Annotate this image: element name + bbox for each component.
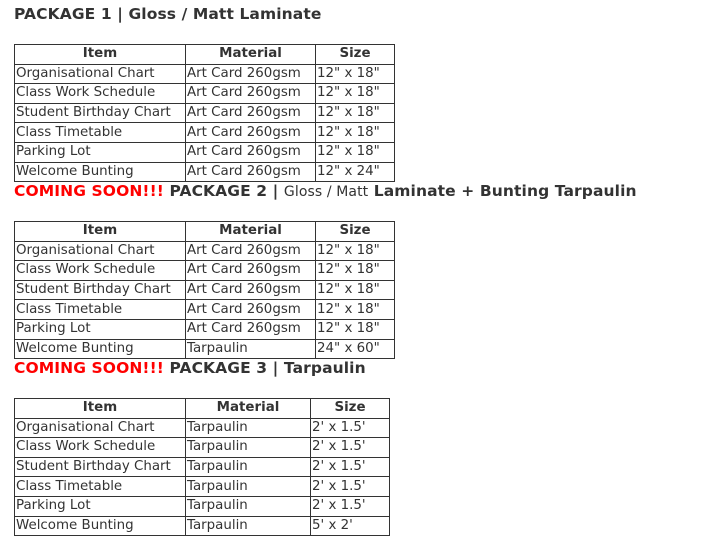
- package-3-table: [14, 398, 390, 536]
- size-cell: 2' x 1.5': [311, 418, 390, 438]
- item-cell: Student Birthday Chart: [15, 280, 186, 300]
- table-row: [15, 84, 395, 104]
- size-cell: 12" x 18": [316, 84, 395, 104]
- item-cell: Student Birthday Chart: [15, 103, 186, 123]
- package-1-table: [14, 44, 395, 182]
- size-cell: 12" x 18": [316, 261, 395, 281]
- item-cell: Welcome Bunting: [15, 162, 186, 182]
- item-cell: Welcome Bunting: [15, 516, 186, 536]
- material-cell: Tarpaulin: [186, 418, 311, 438]
- package-title-finish: Gloss / Matt: [283, 184, 369, 200]
- column-header-size: Size: [316, 222, 395, 242]
- item-cell: Parking Lot: [15, 142, 186, 162]
- table-header-row: [15, 45, 395, 65]
- coming-soon-label: COMING SOON!!!: [14, 359, 164, 377]
- material-cell: Art Card 260gsm: [186, 261, 316, 281]
- table-row: [15, 103, 395, 123]
- size-cell: 2' x 1.5': [311, 496, 390, 516]
- table-row: [15, 162, 395, 182]
- item-cell: Class Work Schedule: [15, 438, 186, 458]
- item-cell: Parking Lot: [15, 496, 186, 516]
- package-title: PACKAGE 2 |: [169, 182, 279, 200]
- column-header-item: Item: [15, 222, 186, 242]
- material-cell: Art Card 260gsm: [186, 280, 316, 300]
- material-cell: Art Card 260gsm: [186, 84, 316, 104]
- coming-soon-label: COMING SOON!!!: [14, 182, 164, 200]
- size-cell: 5' x 2': [311, 516, 390, 536]
- size-cell: 12" x 18": [316, 319, 395, 339]
- item-cell: Organisational Chart: [15, 241, 186, 261]
- material-cell: Tarpaulin: [186, 457, 311, 477]
- size-cell: 2' x 1.5': [311, 477, 390, 497]
- table-row: [15, 496, 390, 516]
- table-row: [15, 64, 395, 84]
- size-cell: 12" x 18": [316, 103, 395, 123]
- material-cell: Tarpaulin: [186, 438, 311, 458]
- table-row: [15, 280, 395, 300]
- item-cell: Class Timetable: [15, 123, 186, 143]
- material-cell: Art Card 260gsm: [186, 123, 316, 143]
- size-cell: 2' x 1.5': [311, 457, 390, 477]
- table-row: [15, 261, 395, 281]
- size-cell: 2' x 1.5': [311, 438, 390, 458]
- table-row: [15, 123, 395, 143]
- material-cell: Tarpaulin: [186, 477, 311, 497]
- size-cell: 12" x 24": [316, 162, 395, 182]
- table-row: [15, 418, 390, 438]
- column-header-size: Size: [311, 399, 390, 419]
- package-2-heading: [14, 182, 637, 200]
- size-cell: 12" x 18": [316, 142, 395, 162]
- item-cell: Organisational Chart: [15, 418, 186, 438]
- column-header-material: Material: [186, 399, 311, 419]
- material-cell: Art Card 260gsm: [186, 64, 316, 84]
- material-cell: Art Card 260gsm: [186, 241, 316, 261]
- table-row: [15, 300, 395, 320]
- package-3-heading: [14, 359, 366, 377]
- package-2-table: [14, 221, 395, 359]
- table-row: [15, 319, 395, 339]
- table-row: [15, 241, 395, 261]
- size-cell: 12" x 18": [316, 123, 395, 143]
- table-row: [15, 339, 395, 359]
- size-cell: 12" x 18": [316, 280, 395, 300]
- table-row: [15, 516, 390, 536]
- item-cell: Welcome Bunting: [15, 339, 186, 359]
- item-cell: Student Birthday Chart: [15, 457, 186, 477]
- material-cell: Tarpaulin: [186, 496, 311, 516]
- table-row: [15, 477, 390, 497]
- table-header-row: [15, 399, 390, 419]
- material-cell: Tarpaulin: [186, 339, 316, 359]
- item-cell: Class Work Schedule: [15, 261, 186, 281]
- material-cell: Art Card 260gsm: [186, 103, 316, 123]
- item-cell: Class Timetable: [15, 477, 186, 497]
- item-cell: Parking Lot: [15, 319, 186, 339]
- package-title: PACKAGE 3 | Tarpaulin: [169, 359, 366, 377]
- table-row: [15, 457, 390, 477]
- item-cell: Organisational Chart: [15, 64, 186, 84]
- material-cell: Art Card 260gsm: [186, 300, 316, 320]
- column-header-item: Item: [15, 45, 186, 65]
- table-header-row: [15, 222, 395, 242]
- material-cell: Art Card 260gsm: [186, 142, 316, 162]
- size-cell: 12" x 18": [316, 241, 395, 261]
- material-cell: Tarpaulin: [186, 516, 311, 536]
- item-cell: Class Work Schedule: [15, 84, 186, 104]
- package-title-suffix: Laminate + Bunting Tarpaulin: [373, 182, 637, 200]
- column-header-material: Material: [186, 45, 316, 65]
- column-header-item: Item: [15, 399, 186, 419]
- material-cell: Art Card 260gsm: [186, 319, 316, 339]
- size-cell: 12" x 18": [316, 300, 395, 320]
- size-cell: 24" x 60": [316, 339, 395, 359]
- table-row: [15, 142, 395, 162]
- table-row: [15, 438, 390, 458]
- size-cell: 12" x 18": [316, 64, 395, 84]
- item-cell: Class Timetable: [15, 300, 186, 320]
- column-header-size: Size: [316, 45, 395, 65]
- package-title: PACKAGE 1 | Gloss / Matt Laminate: [14, 5, 322, 23]
- material-cell: Art Card 260gsm: [186, 162, 316, 182]
- column-header-material: Material: [186, 222, 316, 242]
- package-1-heading: [14, 5, 321, 23]
